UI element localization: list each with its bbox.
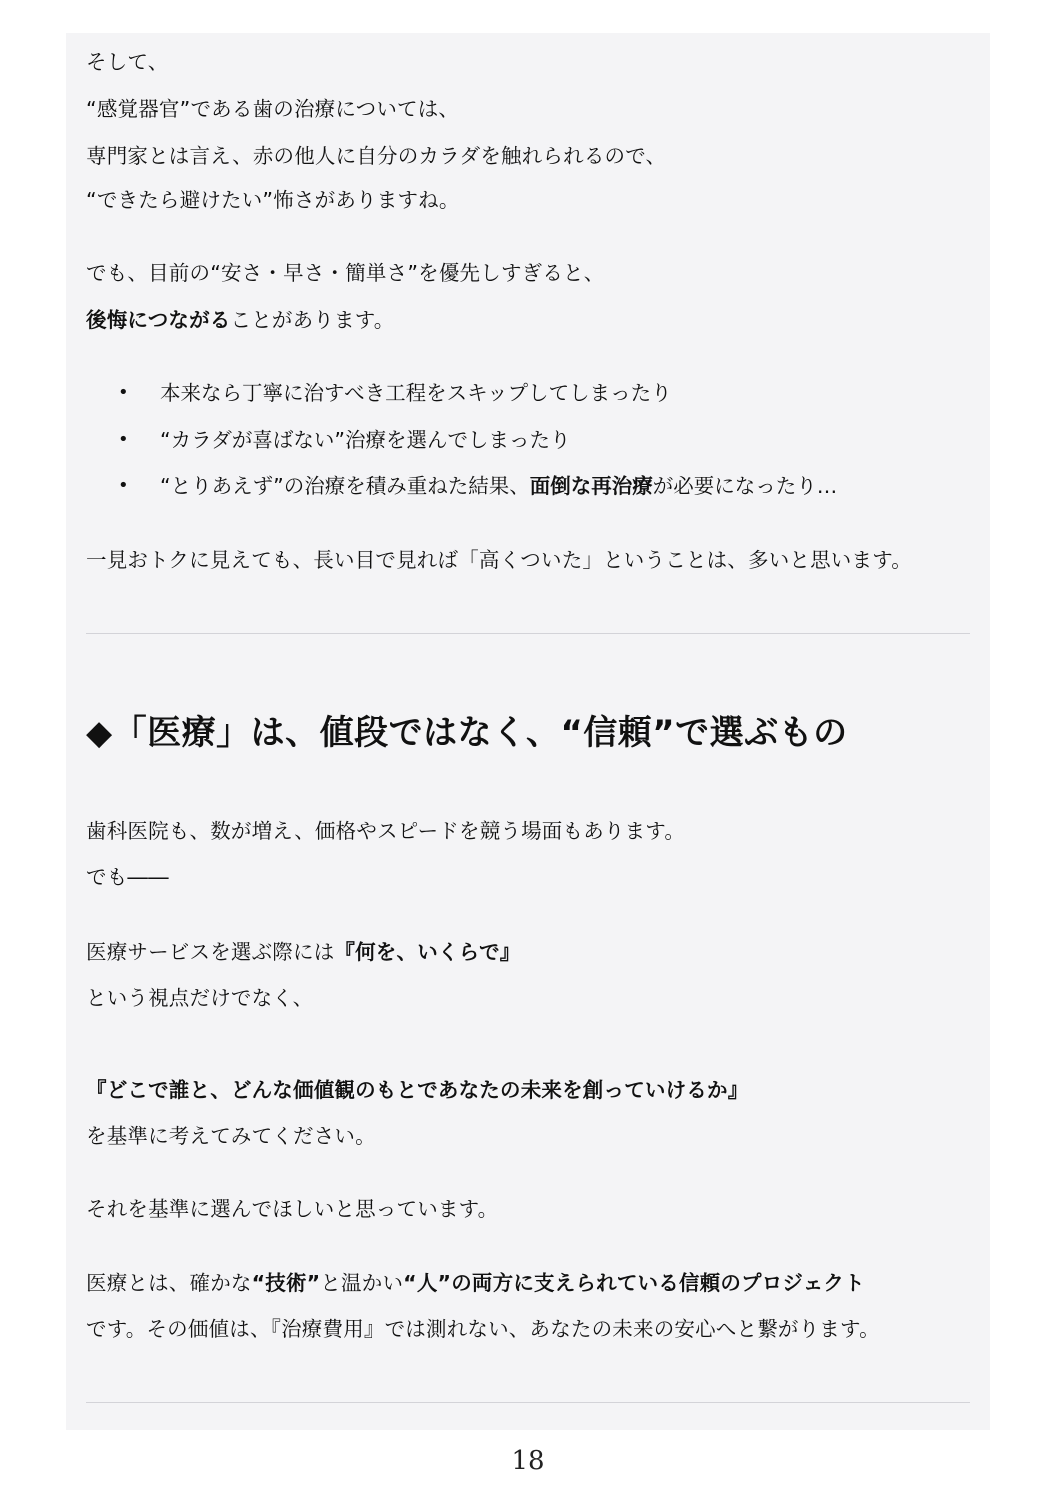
bullet-icon: • [118, 475, 129, 496]
list-item-text: “カラダが喜ばない”治療を選んでしまったり [160, 427, 571, 452]
text-line: 一見おトクに見えても、長い目で見れば「高くついた」ということは、多いと思います。 [86, 548, 912, 572]
section-divider [86, 1402, 970, 1403]
text-line: “できたら避けたい”怖さがありますね。 [86, 188, 460, 212]
text-line [86, 305, 394, 335]
bold-phrase: 面倒な再治療 [529, 474, 653, 498]
list-item-text: “とりあえず”の治療を積み重ねた結果、 [160, 474, 530, 498]
text-line [86, 1268, 865, 1298]
bold-phrase: の両方に支えられている信頼のプロジェクト [451, 1271, 865, 1295]
bold-phrase: “人” [403, 1271, 452, 1295]
text-span: ことがあります。 [230, 308, 395, 332]
text-line: 歯科医院も、数が増え、価格やスピードを競う場面もあります。 [86, 819, 686, 843]
text-line: でも、目前の“安さ・早さ・簡単さ”を優先しすぎると、 [86, 261, 605, 285]
text-line: そして、 [86, 50, 169, 74]
text-line: それを基準に選んでほしいと思っています。 [86, 1197, 499, 1221]
bold-phrase: 『何を、いくらで』 [334, 940, 521, 964]
section-heading: ◆「医療」は、値段ではなく、“信頼”で選ぶもの [86, 713, 848, 753]
text-line: “感覚器官”である歯の治療については、 [86, 97, 460, 121]
bullet-icon: • [118, 428, 129, 450]
text-span: 医療とは、確かな [86, 1271, 252, 1295]
list-item [118, 425, 837, 472]
text-line: です。その価値は、『治療費用』では測れない、あなたの未来の安心へと繋がります。 [86, 1317, 880, 1341]
page-number: 18 [511, 1446, 545, 1476]
text-line: でも―― [86, 865, 169, 889]
bullet-list [118, 378, 837, 518]
text-line [86, 1075, 748, 1105]
text-span: 医療サービスを選ぶ際には [86, 940, 335, 964]
text-line: 専門家とは言え、赤の他人に自分のカラダを触れられるので、 [86, 144, 667, 168]
text-line [86, 937, 521, 967]
bold-phrase: 『どこで誰と、どんな価値観のもとであなたの未来を創っていけるか』 [86, 1078, 749, 1102]
section-divider [86, 633, 970, 634]
bold-phrase: 後悔につながる [86, 308, 231, 332]
text-line: という視点だけでなく、 [86, 986, 314, 1010]
list-item-text: 本来なら丁寧に治すべき工程をスキップしてしまったり [160, 381, 672, 405]
list-item [118, 471, 837, 518]
text-span: と温かい [320, 1271, 404, 1295]
bold-phrase: “技術” [251, 1271, 321, 1295]
bullet-icon: • [118, 382, 129, 403]
list-item [118, 378, 837, 425]
text-line: を基準に考えてみてください。 [86, 1124, 376, 1148]
list-item-text: が必要になったり… [652, 474, 838, 498]
